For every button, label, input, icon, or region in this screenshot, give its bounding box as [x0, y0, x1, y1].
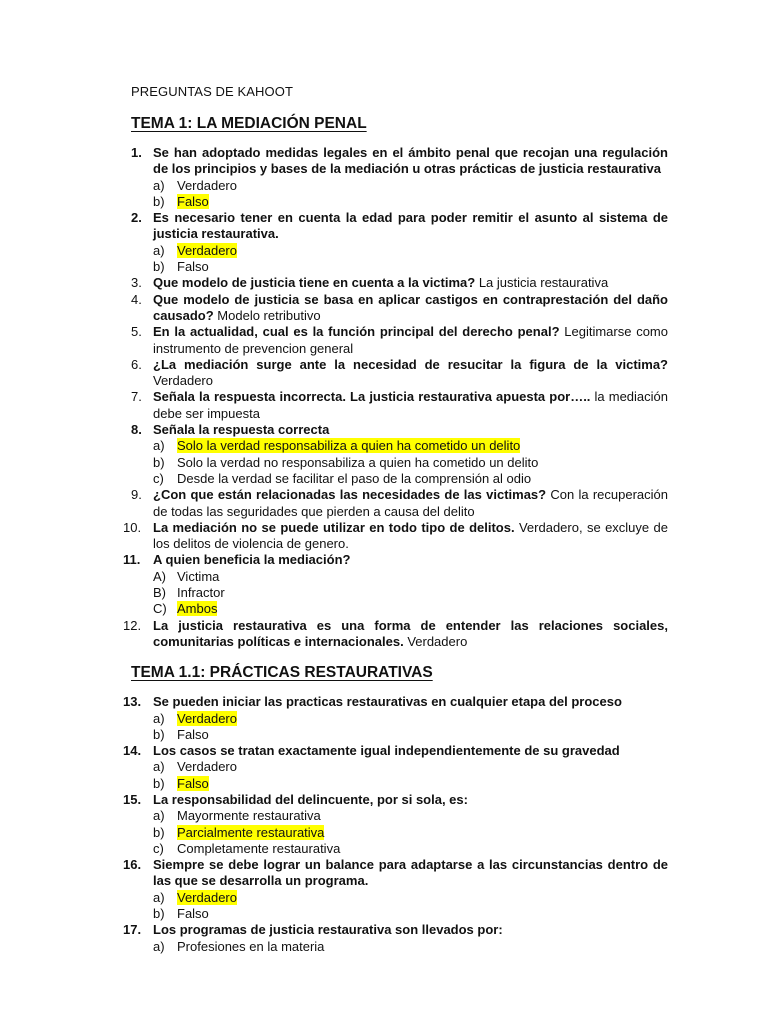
answer-option — [153, 601, 668, 617]
question-number: 2. — [131, 210, 142, 226]
option-text: Profesiones en la materia — [177, 938, 325, 954]
option-letter: b) — [153, 906, 165, 922]
option-list — [153, 890, 668, 923]
option-list — [153, 243, 668, 276]
option-text: Infractor — [177, 585, 225, 601]
option-text: Falso — [177, 259, 209, 275]
answer-option — [153, 890, 668, 906]
document-title: PREGUNTAS DE KAHOOT — [131, 84, 294, 99]
question-answer: Con la recuperación de todas las seguridades que pierden a causa del delito — [153, 487, 668, 519]
question-answer: Modelo retributivo — [213, 307, 321, 323]
answer-option — [153, 585, 668, 601]
question-text: Que modelo de justicia se basa en aplicar castigos en contraprestación del daño causado? — [153, 291, 668, 323]
option-letter: b) — [153, 193, 165, 209]
question-text: La responsabilidad del delincuente, por si sola, es: — [153, 791, 468, 807]
answer-option — [153, 906, 668, 922]
question-number: 17. — [123, 922, 142, 938]
option-letter: C) — [153, 601, 167, 617]
question-list — [123, 694, 668, 955]
option-text-highlighted: Verdadero — [177, 710, 237, 726]
option-list — [153, 808, 668, 857]
option-letter: b) — [153, 775, 165, 791]
answer-option — [153, 194, 668, 210]
question-text: Señala la respuesta incorrecta. La justicia restaurativa apuesta por….. — [153, 389, 591, 405]
answer-option — [153, 455, 668, 471]
question-answer: la mediación debe ser impuesta — [153, 389, 668, 421]
option-text-highlighted: Falso — [177, 193, 209, 209]
question-item — [123, 694, 668, 743]
answer-option — [153, 808, 668, 824]
option-text-highlighted: Parcialmente restaurativa — [177, 824, 325, 840]
question-text: Se pueden iniciar las practicas restaurativas en cualquier etapa del proceso — [153, 694, 622, 710]
question-text: Señala la respuesta correcta — [153, 422, 330, 438]
option-list — [153, 438, 668, 487]
question-item — [131, 275, 668, 291]
question-item — [123, 743, 668, 792]
option-letter: b) — [153, 259, 165, 275]
option-text-highlighted: Falso — [177, 775, 209, 791]
option-letter: a) — [153, 938, 165, 954]
question-item — [123, 519, 668, 553]
option-list — [153, 178, 668, 211]
option-letter: a) — [153, 438, 165, 454]
option-text: Falso — [177, 726, 209, 742]
option-letter: B) — [153, 585, 166, 601]
option-text-highlighted: Solo la verdad responsabiliza a quien ha cometido un delito — [177, 438, 521, 454]
question-item — [131, 357, 668, 390]
option-text-highlighted: Verdadero — [177, 242, 237, 258]
answer-option — [153, 243, 668, 259]
question-number: 8. — [131, 422, 142, 438]
question-answer: Legitimarse como instrumento de prevencion general — [153, 324, 668, 356]
answer-option — [153, 727, 668, 743]
question-number: 14. — [123, 743, 142, 759]
question-text: Siempre se debe lograr un balance para adaptarse a las circunstancias dentro de las que se desarrolla un programa. — [153, 857, 668, 889]
option-letter: b) — [153, 726, 165, 742]
option-letter: a) — [153, 759, 165, 775]
answer-option — [153, 825, 668, 841]
question-answer: Verdadero — [153, 373, 213, 389]
option-text: Solo la verdad no responsabiliza a quien ha cometido un delito — [177, 454, 539, 470]
question-number: 16. — [123, 857, 142, 873]
option-list — [153, 569, 668, 618]
question-number: 11. — [123, 552, 141, 568]
question-item — [131, 324, 668, 357]
question-number: 9. — [131, 487, 142, 503]
answer-option — [153, 569, 668, 585]
question-text: Que modelo de justicia tiene en cuenta a la victima? — [153, 275, 476, 291]
question-item — [123, 791, 668, 857]
question-text: A quien beneficia la mediación? — [153, 552, 351, 568]
question-number: 7. — [131, 389, 142, 405]
question-text: Se han adoptado medidas legales en el ámbito penal que recojan una regulación de los principios y bases de la mediación u otras prácticas de justicia restaurativa — [153, 145, 668, 177]
question-number: 10. — [123, 519, 142, 535]
option-letter: c) — [153, 840, 164, 856]
option-letter: A) — [153, 568, 166, 584]
question-text: Es necesario tener en cuenta la edad para poder remitir el asunto al sistema de justicia restaurativa. — [153, 210, 668, 242]
question-item — [123, 857, 668, 922]
question-item — [131, 210, 668, 275]
option-text: Verdadero — [177, 177, 237, 193]
answer-option — [153, 438, 668, 454]
option-text: Desde la verdad se facilitar el paso de la comprensión al odio — [177, 470, 532, 486]
question-number: 13. — [123, 694, 142, 710]
question-number: 15. — [123, 791, 142, 807]
option-text: Falso — [177, 906, 209, 922]
question-text: Los casos se tratan exactamente igual independientemente de su gravedad — [153, 743, 620, 759]
question-text: Los programas de justicia restaurativa son llevados por: — [153, 922, 503, 938]
question-item — [131, 422, 668, 487]
option-text: Victima — [177, 568, 220, 584]
answer-option — [153, 776, 668, 792]
option-list — [153, 939, 668, 955]
question-answer: Verdadero, se excluye de los delitos de violencia de genero. — [153, 519, 668, 552]
option-list — [153, 759, 668, 792]
question-answer: Verdadero — [403, 633, 468, 649]
question-number: 5. — [131, 324, 142, 340]
question-list — [123, 145, 668, 650]
answer-option — [153, 841, 668, 857]
option-letter: a) — [153, 710, 165, 726]
option-letter: a) — [153, 177, 165, 193]
section-heading: TEMA 1.1: PRÁCTICAS RESTAURATIVAS — [131, 664, 433, 682]
option-letter: c) — [153, 470, 164, 486]
question-text: La mediación no se puede utilizar en todo tipo de delitos. — [153, 519, 515, 535]
question-item — [123, 922, 668, 955]
option-text: Verdadero — [177, 759, 237, 775]
answer-option — [153, 939, 668, 955]
option-letter: b) — [153, 454, 165, 470]
question-number: 12. — [123, 617, 142, 633]
option-text-highlighted: Ambos — [177, 601, 218, 617]
question-text: En la actualidad, cual es la función principal del derecho penal? — [153, 324, 560, 340]
option-letter: a) — [153, 808, 165, 824]
question-item — [123, 552, 668, 617]
question-answer: La justicia restaurativa — [475, 275, 609, 291]
option-text-highlighted: Verdadero — [177, 889, 237, 905]
answer-option — [153, 759, 668, 775]
question-item — [123, 617, 668, 651]
question-number: 4. — [131, 291, 142, 307]
option-letter: a) — [153, 242, 165, 258]
question-number: 3. — [131, 275, 142, 291]
option-text: Mayormente restaurativa — [177, 808, 321, 824]
option-letter: b) — [153, 824, 165, 840]
question-text: ¿Con que están relacionadas las necesidades de las victimas? — [153, 487, 547, 503]
answer-option — [153, 178, 668, 194]
option-letter: a) — [153, 889, 165, 905]
option-list — [153, 711, 668, 744]
question-text: ¿La mediación surge ante la necesidad de resucitar la figura de la victima? — [153, 356, 668, 372]
document-body — [123, 114, 668, 955]
question-item — [131, 487, 668, 520]
question-number: 6. — [131, 356, 142, 372]
answer-option — [153, 711, 668, 727]
question-item — [131, 145, 668, 210]
section-heading: TEMA 1: LA MEDIACIÓN PENAL — [131, 115, 367, 132]
question-item — [131, 389, 668, 422]
answer-option — [153, 259, 668, 275]
question-item — [131, 292, 668, 325]
question-text: La justicia restaurativa es una forma de entender las relaciones sociales, comunitarias políticas e internacionales. — [153, 617, 668, 649]
option-text: Completamente restaurativa — [177, 840, 341, 856]
answer-option — [153, 471, 668, 487]
question-number: 1. — [131, 145, 142, 160]
